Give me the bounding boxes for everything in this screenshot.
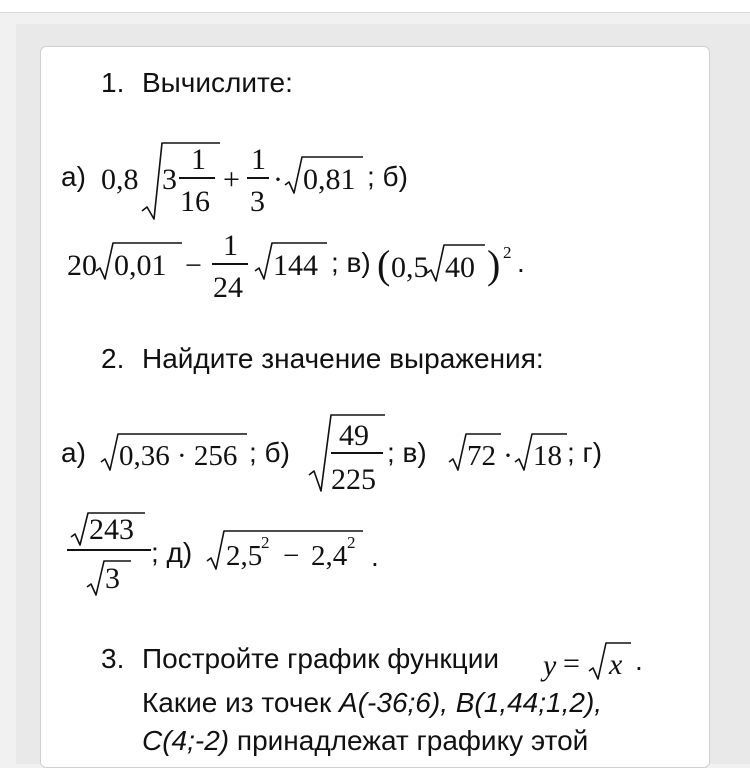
q2-sep-v: ; в)	[387, 437, 427, 468]
q2-d-base2: 2,4	[311, 540, 348, 572]
q3-formula-x: x	[609, 648, 623, 681]
q3-points: A(-36;6), B(1,44;1,2),	[339, 687, 603, 718]
q2-b-num: 49	[339, 419, 369, 452]
q1-a-root2: 0,81	[303, 163, 356, 196]
q1-third-den: 3	[250, 185, 265, 218]
q1-a-frac-num: 1	[191, 143, 206, 176]
q2-d-minus: −	[283, 540, 300, 572]
q2-d-end: .	[371, 541, 379, 572]
q1-third-line	[247, 177, 269, 179]
q3-formula-eq: =	[563, 647, 580, 680]
q2-g-num-root: 243	[89, 513, 134, 546]
q2-title: Найдите значение выражения:	[142, 343, 544, 374]
q1-a-frac-den: 16	[180, 185, 210, 218]
q2-a-root: 0,36 · 256	[119, 440, 238, 472]
q1-v-end: .	[517, 247, 525, 278]
q1-a-frac-line	[179, 177, 215, 179]
q2-sep-d: ; д)	[151, 537, 193, 568]
q1-b-frac-den: 24	[213, 271, 243, 304]
q2-number: 2.	[101, 343, 125, 374]
q3-line3-text: принадлежат графику этой	[229, 725, 589, 756]
q2-g-den-root: 3	[105, 562, 120, 595]
q3-point-c: C(4;-2)	[142, 725, 230, 756]
q2-sep-b: ; б)	[249, 437, 290, 468]
q3-title: Постройте график функции	[142, 643, 499, 674]
q2-sep-g: ; г)	[567, 437, 603, 468]
q2-b-den: 225	[331, 463, 376, 496]
q2-d-exp1: 2	[261, 533, 270, 552]
q1-v-root: 40	[445, 251, 475, 284]
q2-a-label: а)	[61, 437, 86, 468]
q3-line2	[142, 687, 602, 719]
q2-v-dot: ·	[503, 439, 513, 472]
q3-formula-y: y	[543, 649, 557, 682]
q1-v-exp: 2	[503, 243, 512, 262]
q3-number: 3.	[101, 643, 125, 674]
q1-sep-v: ; в)	[331, 247, 371, 278]
q2-d-base1: 2,5	[226, 540, 263, 572]
q1-third-num: 1	[251, 143, 266, 176]
q2-g-frac-line	[67, 549, 151, 551]
q1-a-whole: 3	[162, 163, 177, 196]
q1-b-root2: 144	[273, 249, 318, 282]
q1-b-coef: 20	[67, 249, 97, 282]
q1-b-frac-num: 1	[223, 229, 238, 262]
q2-b-frac-line	[331, 452, 383, 454]
q1-v-close: )	[487, 242, 501, 287]
q1-number: 1.	[101, 67, 125, 98]
q1-plus: +	[223, 163, 240, 196]
q3-line3	[142, 725, 588, 757]
q1-minus: −	[185, 249, 202, 282]
q1-a-coef: 0,8	[101, 163, 139, 196]
q2-d-exp2: 2	[347, 533, 356, 552]
q2-v-root1: 72	[467, 440, 496, 472]
top-divider	[0, 0, 750, 13]
q1-sep-b: ; б)	[367, 161, 408, 192]
q3-formula-end: .	[635, 645, 643, 676]
q3-line2-text: Какие из точек	[142, 687, 340, 718]
q1-title: Вычислите:	[142, 67, 293, 98]
q1-v-coef: 0,5	[391, 251, 429, 284]
document-card	[40, 46, 710, 768]
q1-v-open: (	[377, 242, 391, 287]
q1-b-root1: 0,01	[114, 249, 167, 282]
q1-b-frac-line	[212, 263, 248, 265]
q1-a-label: а)	[61, 161, 86, 192]
q2-v-root2: 18	[533, 440, 562, 472]
q1-dot: ·	[273, 163, 283, 196]
